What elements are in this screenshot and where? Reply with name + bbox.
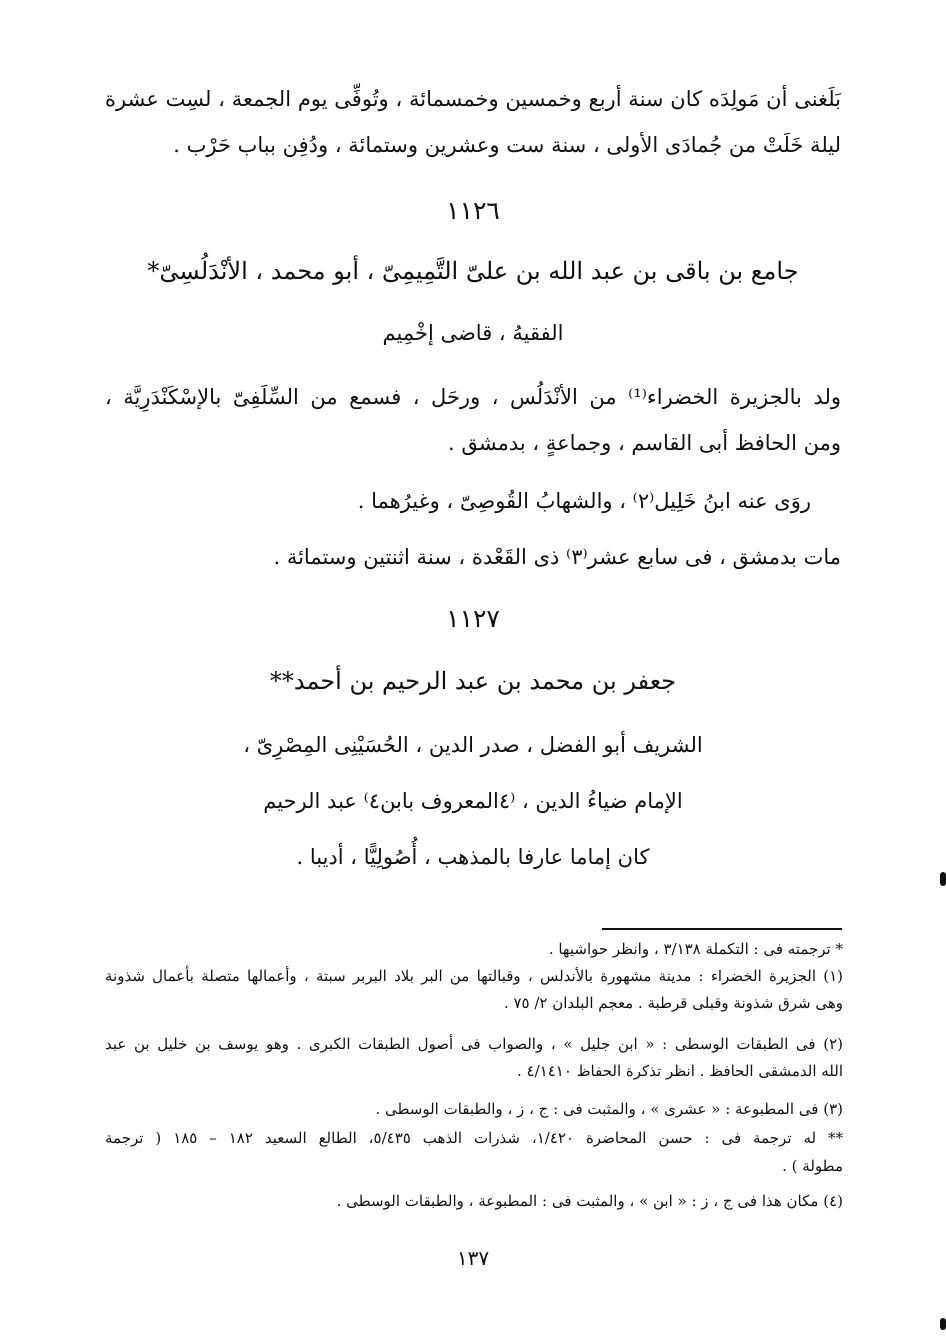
footnote-3: (٣) فى المطبوعة : « عشرى » ، والمثبت فى : ج ، ز ، والطبقات الوسطى . <box>375 1100 843 1118</box>
entry-1127-line-3: كان إماما عارفا بالمذهب ، أُصُولِيًّا ، أديبا . <box>296 845 650 869</box>
entry-1126-paragraph-3: مات بدمشق ، فى سابع عشر⁽٣⁾ ذى القَعْدة ، سنة اثنتين وستمائة . <box>273 545 841 569</box>
entry-1127-line-1: الشريف أبو الفضل ، صدر الدين ، الحُسَيْنِى المِصْرِىّ ، <box>243 733 703 757</box>
footnote-2-line-2: الله الدمشقى الحافظ . انظر تذكرة الحفاظ ٤/١٤١٠ . <box>517 1062 843 1080</box>
entry-1126-paragraph-1-line-1: ولد بالجزيرة الخضراء⁽¹⁾ من الأنْدَلُس ، ورحَل ، فسمع من السِّلَفِىّ بالإسْكَنْدَرِيَّة ، <box>105 385 841 409</box>
footnote-star: * ترجمته فى : التكملة ٣/١٣٨ ، وانظر حواشيها . <box>548 940 843 958</box>
entry-1126-paragraph-2: روَى عنه ابنُ خَلِيل⁽٢⁾ ، والشهابُ القُوصِىّ ، وغيرُهما . <box>357 489 811 513</box>
entry-number-1127: ١١٢٧ <box>446 604 500 633</box>
scan-edge-mark-bottom <box>940 1318 946 1330</box>
scan-edge-mark <box>940 872 946 886</box>
prev-entry-line-2: ليلة خَلَتْ من جُمادَى الأولى ، سنة ست وعشرين وستمائة ، ودُفِن بباب حَرْب . <box>173 133 841 157</box>
entry-1127-name: جعفر بن محمد بن عبد الرحيم بن أحمد** <box>269 667 677 695</box>
entry-1126-paragraph-1-line-2: ومن الحافظ أبى القاسم ، وجماعةٍ ، بدمشق . <box>448 431 841 455</box>
footnote-1-line-2: وهى شرق شذونة وقبلى قرطبة . معجم البلدان ٢/ ٧٥ . <box>503 994 843 1012</box>
footnote-double-star-line-1: ** له ترجمة فى : حسن المحاضرة ١/٤٢٠، شذرات الذهب ٥/٤٣٥، الطالع السعيد ١٨٢ – ١٨٥ ( ترجمة <box>105 1129 843 1147</box>
entry-1126-subtitle: الفقيهُ ، قاضى إخْمِيم <box>382 321 564 345</box>
footnote-separator <box>602 928 842 930</box>
footnote-2-line-1: (٢) فى الطبقات الوسطى : « ابن جليل » ، والصواب فى أصول الطبقات الكبرى . وهو يوسف بن خليل بن عبد <box>105 1035 843 1053</box>
entry-1126-name: جامع بن باقى بن عبد الله بن علىّ التَّمِيمِىّ ، أبو محمد ، الأنْدَلُسِىّ* <box>147 257 799 285</box>
footnote-double-star-line-2: مطولة ) . <box>782 1157 843 1175</box>
footnote-1-line-1: (١) الجزيرة الخضراء : مدينة مشهورة بالأندلس ، وقبالتها من البر بلاد البربر سبتة ، وأعمالها متصلة بأعمال شذونة <box>105 967 843 985</box>
page-number: ١٣٧ <box>456 1246 490 1270</box>
prev-entry-line-1: بَلَغنى أن مَولِدَه كان سنة أربع وخمسين وخمسمائة ، وتُوفِّى يوم الجمعة ، لسِت عشرة <box>105 87 841 111</box>
entry-1127-line-2: الإمام ضياءُ الدين ، ⁽٤المعروف بابن٤⁾ عبد الرحيم <box>263 789 683 813</box>
entry-number-1126: ١١٢٦ <box>446 196 500 225</box>
footnote-4: (٤) مكان هذا فى ج ، ز : « ابن » ، والمثبت فى : المطبوعة ، والطبقات الوسطى . <box>336 1192 843 1210</box>
